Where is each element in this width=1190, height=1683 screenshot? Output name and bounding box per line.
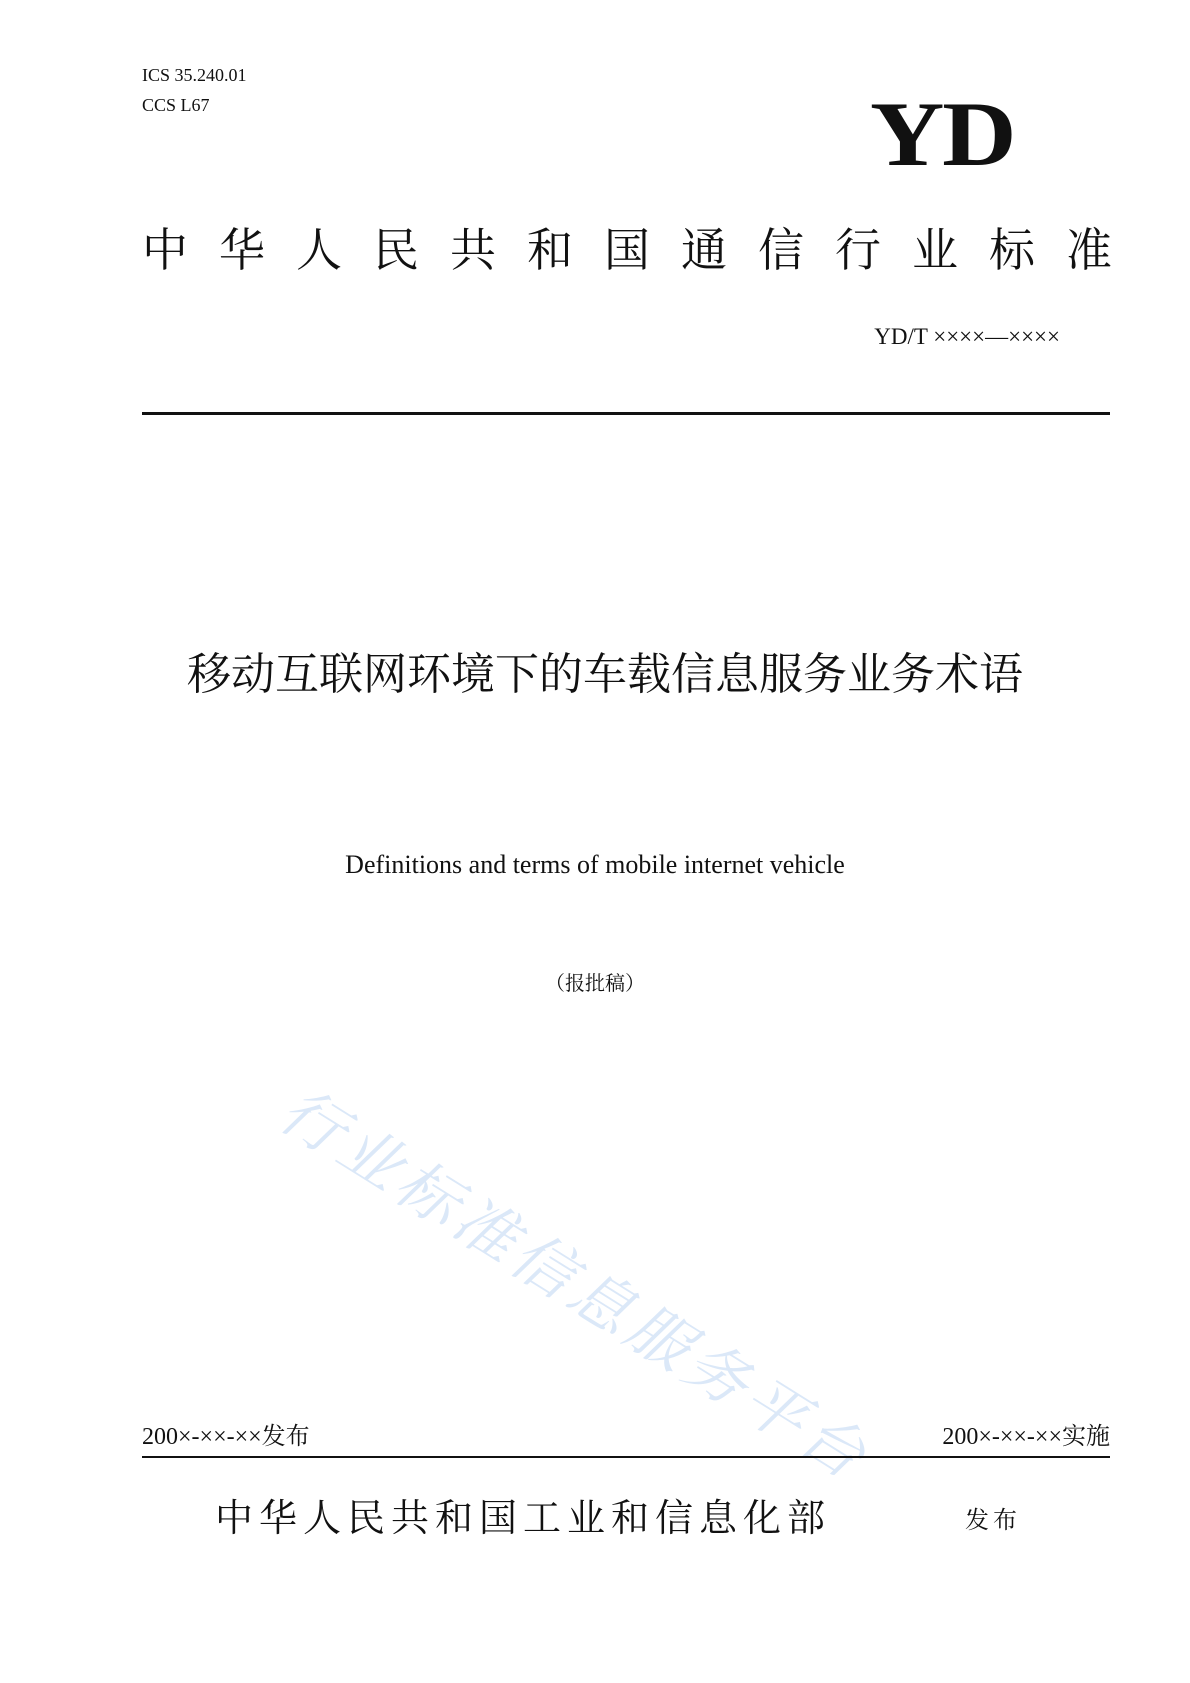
standard-code: YD/T ××××—×××× (874, 324, 1060, 349)
publish-date: 200×-××-××发布 (142, 1424, 310, 1450)
bottom-divider (142, 1456, 1110, 1458)
issuer-name: 中华人民共和国工业和信息化部 (215, 1496, 832, 1540)
issuer-line (215, 1490, 1035, 1546)
top-divider (142, 412, 1110, 415)
english-title: Definitions and terms of mobile internet vehicle (345, 850, 845, 879)
ics-code: ICS 35.240.01 (142, 65, 247, 85)
ccs-code: CCS L67 (142, 95, 210, 115)
watermark: 行业标准信息服务平台 (267, 1073, 883, 1496)
classification-codes (142, 60, 247, 120)
issuer-suffix: 发布 (965, 1506, 1021, 1534)
standard-category-title: 中华人民共和国通信行业标准 (142, 223, 1112, 277)
document-title: 移动互联网环境下的车载信息服务业务术语 (187, 649, 1023, 700)
implementation-date: 200×-××-××实施 (942, 1424, 1110, 1450)
yd-logo: YD (870, 83, 1015, 185)
draft-stage-label: （报批稿） (545, 971, 645, 995)
